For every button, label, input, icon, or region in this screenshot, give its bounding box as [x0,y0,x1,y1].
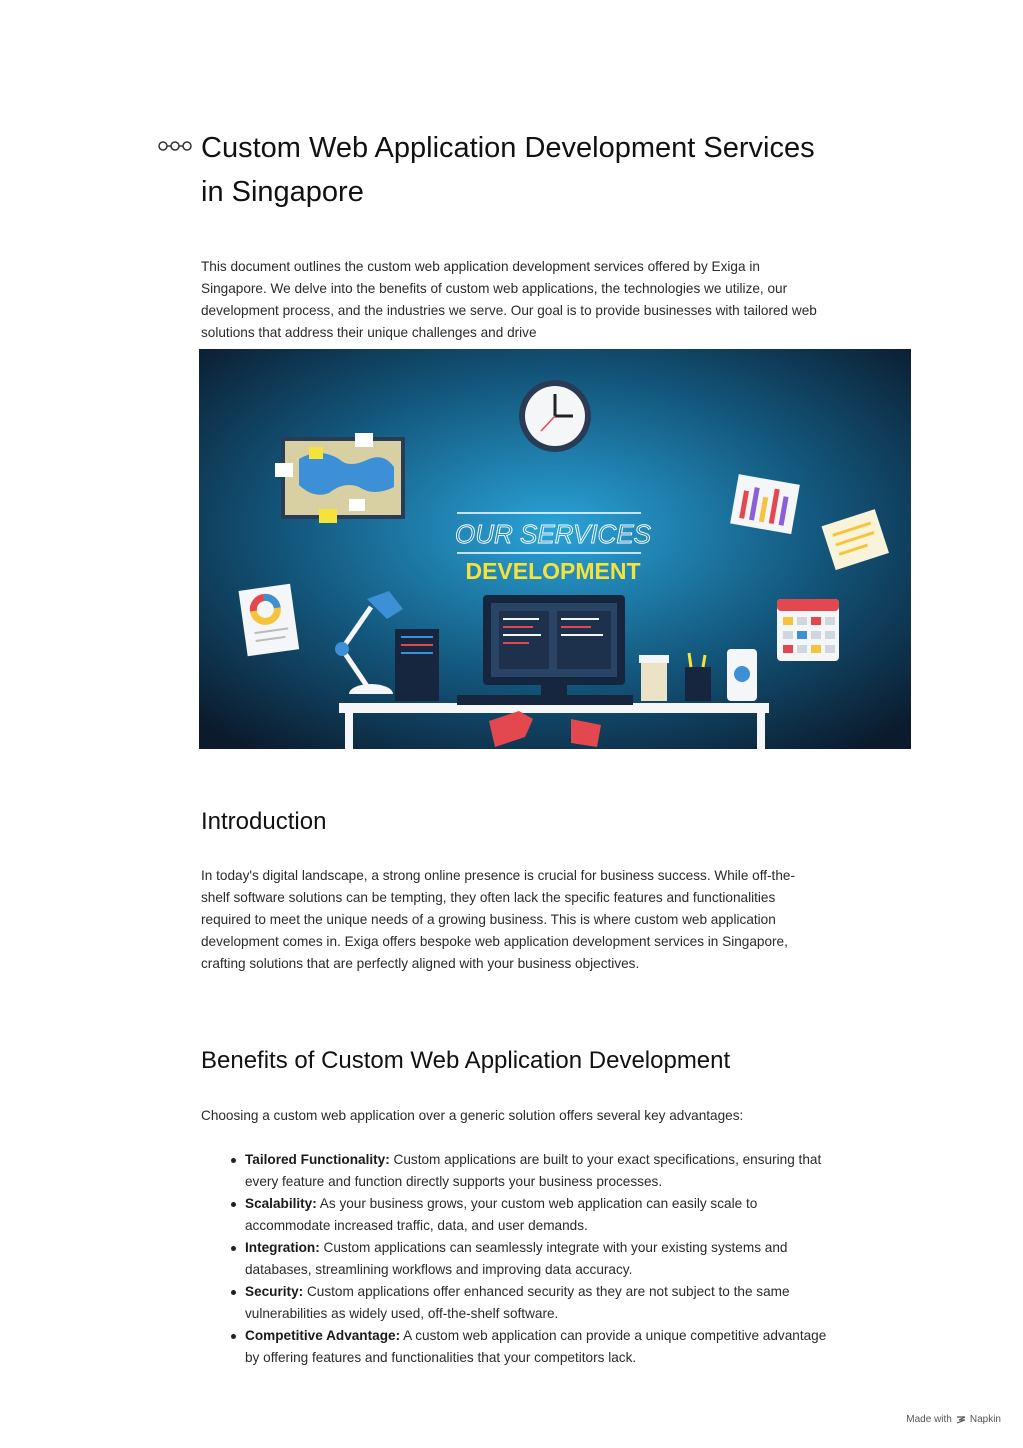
benefits-heading: Benefits of Custom Web Application Development [201,1047,731,1074]
benefit-label: Scalability: [245,1196,317,1211]
bullet-icon [231,1158,236,1163]
donut-chart-document-icon [239,584,300,657]
bullet-icon [231,1334,236,1339]
benefit-text: Custom applications offer enhanced security as they are not subject to the same vulnerabilities as widely used, off-the-shelf software. [245,1284,790,1321]
benefit-label: Integration: [245,1240,320,1255]
server-tower-icon [395,629,439,701]
benefit-text: A custom web application can provide a unique competitive advantage by offering features and functionalities that your competitors lack. [245,1328,827,1365]
bullet-icon [231,1290,236,1295]
list-item [230,1281,830,1325]
benefit-label: Competitive Advantage: [245,1328,401,1343]
list-item [230,1325,830,1369]
monitor-icon [483,595,625,699]
banner-line-2: DEVELOPMENT [465,558,641,584]
phone-icon [727,649,757,701]
benefit-text: Custom applications can seamlessly integrate with your existing systems and databases, streamlining workflows and improving data accuracy. [245,1240,788,1277]
calendar-icon [777,599,839,661]
bar-chart-card-icon [730,474,800,534]
napkin-brand-label: Napkin [969,1414,1001,1425]
benefit-label: Security: [245,1284,304,1299]
hero-illustration [199,349,911,749]
chain-link-icon [157,138,193,154]
benefit-text: As your business grows, your custom web application can easily scale to accommodate increased traffic, data, and user demands. [245,1196,758,1233]
made-with-label: Made with [906,1414,952,1425]
world-map-board-icon [275,433,405,523]
intro-paragraph: This document outlines the custom web application development services offered by Exiga in Singapore. We delve into the benefits of custom web applications, the technologies we utilize, our development process, and the industries we serve. Our goal is to provide businesses with tailored web solutions that address their unique challenges and drive [201,259,817,340]
clock-icon [519,380,591,452]
list-item [230,1149,830,1193]
page-title: Custom Web Application Development Services in Singapore [201,132,815,208]
list-item [230,1237,830,1281]
benefits-list [230,1149,830,1369]
bullet-icon [231,1246,236,1251]
list-item [230,1193,830,1237]
introduction-heading: Introduction [201,808,327,835]
benefit-label: Tailored Functionality: [245,1152,390,1167]
introduction-paragraph: In today's digital landscape, a strong online presence is crucial for business success. While off-the-shelf software solutions can be tempting, they often lack the specific features and functionalities required to meet the unique needs of a growing business. This is where custom web application development comes in. Exiga offers bespoke web application development services in Singapore, crafting solutions that are perfectly aligned with your business objectives. [201,868,795,971]
hero-illustration-svg [199,349,911,749]
made-with-napkin-badge[interactable] [906,1414,1001,1425]
coffee-cup-icon [639,655,669,701]
benefit-text: Custom applications are built to your exact specifications, ensuring that every feature and function directly supports your business processes. [245,1152,822,1189]
banner-line-1: OUR SERVICES [454,519,652,549]
bullet-icon [231,1202,236,1207]
benefits-lead-paragraph: Choosing a custom web application over a generic solution offers several key advantages: [201,1108,744,1123]
napkin-logo-icon [956,1415,966,1425]
